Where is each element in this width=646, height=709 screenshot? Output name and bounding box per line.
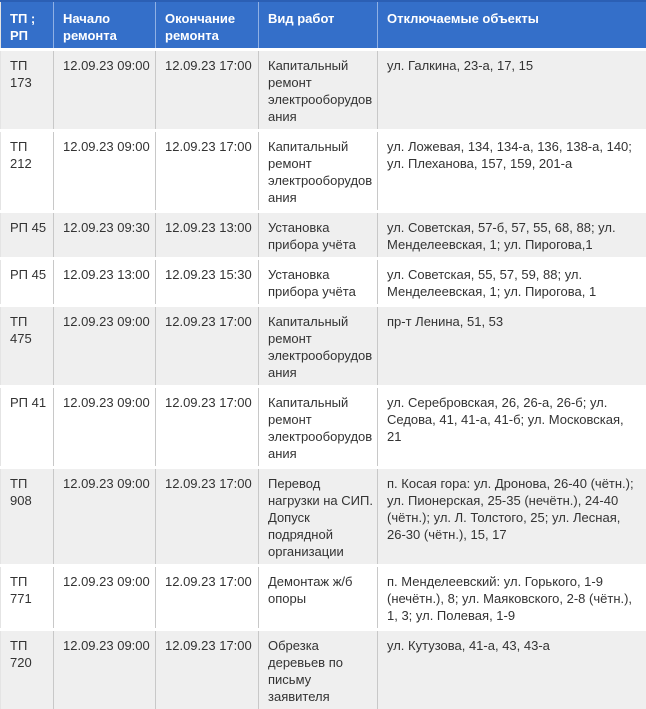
- cell-objects: ул. Галкина, 23-а, 17, 15: [378, 50, 646, 131]
- table-header: [1, 1, 646, 50]
- cell-end: 12.09.23 17:00: [156, 306, 259, 387]
- cell-work: Установка прибора учёта: [259, 212, 378, 259]
- cell-tp: ТП 212: [1, 131, 54, 212]
- cell-start: 12.09.23 09:00: [54, 50, 156, 131]
- cell-work: Демонтаж ж/б опоры: [259, 566, 378, 630]
- cell-end: 12.09.23 17:00: [156, 131, 259, 212]
- cell-tp: ТП 173: [1, 50, 54, 131]
- cell-end: 12.09.23 17:00: [156, 387, 259, 468]
- cell-work: Обрезка деревьев по письму заявителя: [259, 630, 378, 709]
- header-row: [1, 1, 646, 50]
- table-row: [1, 387, 646, 468]
- cell-tp: РП 45: [1, 259, 54, 306]
- cell-end: 12.09.23 13:00: [156, 212, 259, 259]
- cell-start: 12.09.23 09:00: [54, 566, 156, 630]
- table-row: [1, 468, 646, 566]
- table-row: [1, 306, 646, 387]
- cell-end: 12.09.23 17:00: [156, 50, 259, 131]
- cell-tp: ТП 475: [1, 306, 54, 387]
- cell-work: Капитальный ремонт электрооборудования: [259, 306, 378, 387]
- cell-start: 12.09.23 09:00: [54, 306, 156, 387]
- col-header-tp-rp: ТП ; РП: [1, 1, 54, 50]
- cell-end: 12.09.23 17:00: [156, 566, 259, 630]
- cell-start: 12.09.23 09:00: [54, 387, 156, 468]
- cell-objects: ул. Кутузова, 41-а, 43, 43-а: [378, 630, 646, 709]
- cell-objects: пр-т Ленина, 51, 53: [378, 306, 646, 387]
- cell-start: 12.09.23 09:00: [54, 630, 156, 709]
- cell-work: Капитальный ремонт электрооборудования: [259, 131, 378, 212]
- table-row: [1, 566, 646, 630]
- cell-end: 12.09.23 17:00: [156, 468, 259, 566]
- cell-start: 12.09.23 13:00: [54, 259, 156, 306]
- cell-objects: ул. Советская, 57-б, 57, 55, 68, 88; ул. Менделеевская, 1; ул. Пирогова,1: [378, 212, 646, 259]
- cell-end: 12.09.23 17:00: [156, 630, 259, 709]
- table-row: [1, 212, 646, 259]
- cell-end: 12.09.23 15:30: [156, 259, 259, 306]
- cell-objects: ул. Ложевая, 134, 134-а, 136, 138-а, 140; ул. Плеханова, 157, 159, 201-а: [378, 131, 646, 212]
- cell-start: 12.09.23 09:30: [54, 212, 156, 259]
- cell-work: Установка прибора учёта: [259, 259, 378, 306]
- cell-start: 12.09.23 09:00: [54, 468, 156, 566]
- col-header-start: Начало ремонта: [54, 1, 156, 50]
- table-body: [1, 50, 646, 709]
- cell-start: 12.09.23 09:00: [54, 131, 156, 212]
- table-row: [1, 50, 646, 131]
- table-row: [1, 630, 646, 709]
- cell-work: Перевод нагрузки на СИП. Допуск подрядной организации: [259, 468, 378, 566]
- col-header-objects: Отключаемые объекты: [378, 1, 646, 50]
- cell-objects: п. Менделеевский: ул. Горького, 1-9 (нечётн.), 8; ул. Маяковского, 2-8 (чётн.), 1, 3; ул. Полевая, 1-9: [378, 566, 646, 630]
- cell-work: Капитальный ремонт электрооборудования: [259, 50, 378, 131]
- table-row: [1, 131, 646, 212]
- cell-tp: ТП 771: [1, 566, 54, 630]
- cell-tp: ТП 908: [1, 468, 54, 566]
- cell-tp: РП 41: [1, 387, 54, 468]
- col-header-end: Окончание ремонта: [156, 1, 259, 50]
- col-header-work-type: Вид работ: [259, 1, 378, 50]
- cell-objects: ул. Советская, 55, 57, 59, 88; ул. Менделеевская, 1; ул. Пирогова, 1: [378, 259, 646, 306]
- cell-tp: ТП 720: [1, 630, 54, 709]
- cell-work: Капитальный ремонт электрооборудования: [259, 387, 378, 468]
- cell-objects: п. Косая гора: ул. Дронова, 26-40 (чётн.); ул. Пионерская, 25-35 (нечётн.), 24-40 (чётн.); ул. Л. Толстого, 25; ул. Лесная, 26-30 (чётн.), 15, 17: [378, 468, 646, 566]
- cell-tp: РП 45: [1, 212, 54, 259]
- table-row: [1, 259, 646, 306]
- cell-objects: ул. Серебровская, 26, 26-а, 26-б; ул. Седова, 41, 41-а, 41-б; ул. Московская, 21: [378, 387, 646, 468]
